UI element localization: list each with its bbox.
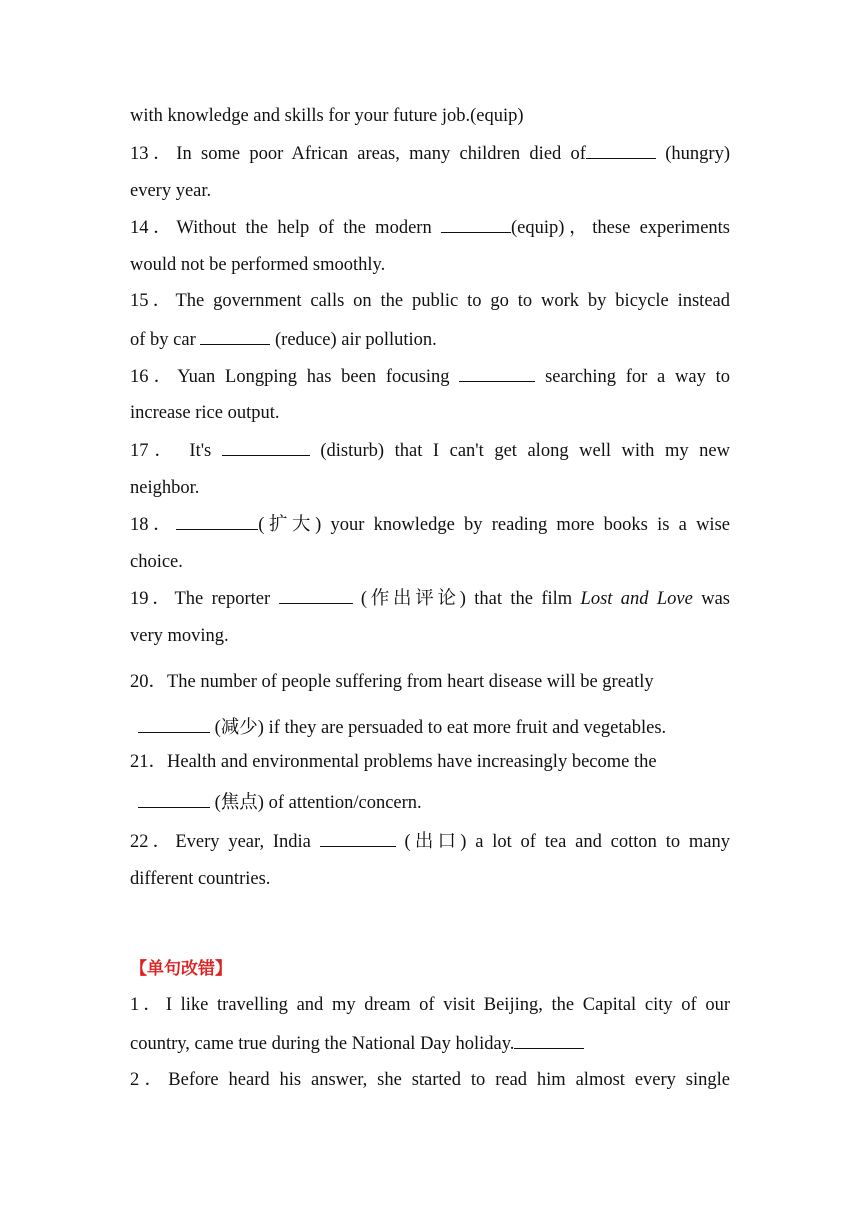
item-12-tail: with knowledge and skills for your future job.(equip) (130, 106, 524, 126)
item-18: 18． (扩大) your knowledge by reading more books is a wise (130, 512, 730, 537)
answer-blank (586, 141, 656, 159)
answer-blank (138, 790, 210, 808)
item-14: 14．Without the help of the modern (equip)，these experiments (130, 215, 730, 240)
answer-blank (138, 715, 210, 733)
answer-blank (441, 215, 511, 233)
item-16: 16．Yuan Longping has been focusing searching for a way to (130, 364, 730, 389)
item-17-cont: neighbor. (130, 478, 200, 498)
item-20: 20．The number of people suffering from heart disease will be greatly (130, 672, 654, 692)
item-20-cont: (减少) if they are persuaded to eat more fruit and vegetables. (138, 715, 738, 740)
item-19: 19．The reporter (作出评论) that the film Lost and Love was (130, 586, 730, 611)
section-heading: 【单句改错】 (130, 959, 232, 979)
item-13: 13．In some poor African areas, many children died of (hungry) (130, 141, 730, 166)
answer-blank (176, 512, 258, 530)
correction-1: 1．I like travelling and my dream of visit Beijing, the Capital city of our (130, 995, 730, 1015)
item-22: 22．Every year, India (出口) a lot of tea and cotton to many (130, 829, 730, 854)
item-15: 15．The government calls on the public to go to work by bicycle instead (130, 291, 730, 311)
answer-blank (279, 586, 353, 604)
item-21: 21．Health and environmental problems have increasingly become the (130, 752, 657, 772)
item-18-cont: choice. (130, 552, 183, 572)
item-13-cont: every year. (130, 181, 212, 201)
answer-blank (459, 364, 535, 382)
item-19-cont: very moving. (130, 626, 229, 646)
answer-blank (320, 829, 396, 847)
item-21-cont: (焦点) of attention/concern. (138, 790, 738, 815)
item-14-cont: would not be performed smoothly. (130, 255, 386, 275)
correction-1-cont: country, came true during the National Day holiday. (130, 1031, 730, 1056)
correction-2: 2．Before heard his answer, she started to read him almost every single (130, 1070, 730, 1090)
item-15-cont: of by car (reduce) air pollution. (130, 327, 730, 352)
answer-blank (200, 327, 270, 345)
item-17: 17． It's (disturb) that I can't get along well with my new (130, 438, 730, 463)
item-22-cont: different countries. (130, 869, 271, 889)
answer-blank (222, 438, 310, 456)
answer-blank (514, 1031, 584, 1049)
item-16-cont: increase rice output. (130, 403, 280, 423)
film-title: Lost and Love (580, 589, 693, 609)
